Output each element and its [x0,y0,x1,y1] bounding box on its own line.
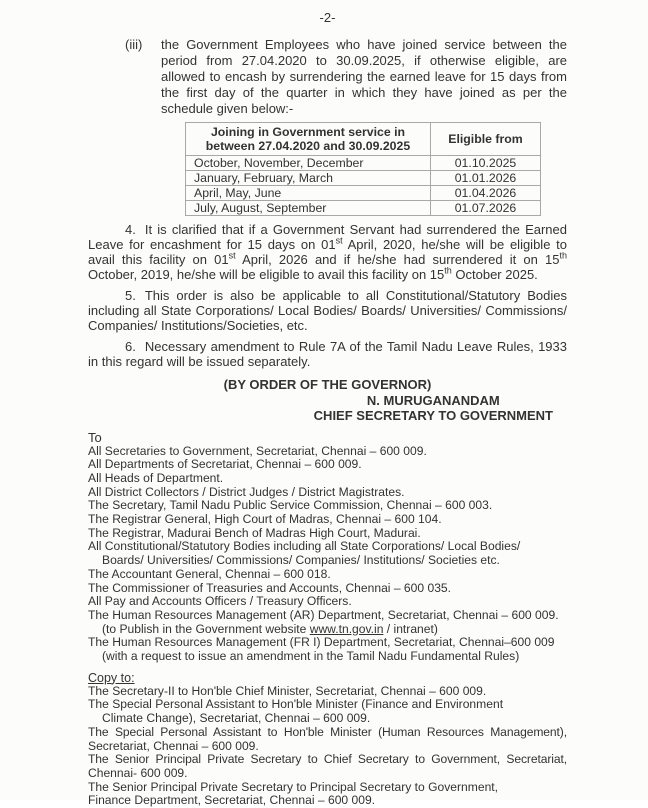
joining-months-cell: January, February, March [186,171,431,186]
text-segment: April, 2020, he/she will be eligible to avail this facility on 01 [88,237,567,267]
schedule-row [186,171,541,186]
text-segment: The Accountant General, Chennai – 600 018. [88,566,331,581]
text-segment: The Senior Principal Private Secretary to Chief Secretary to Government, Secretariat, [88,752,567,767]
recipient-line [88,499,567,513]
clause-iii-text: the Government Employees who have joined service between the period from 27.04.2020 to 30.09.2025, if otherwise eligible, are allowed to encash by surrendering the earned leave for 15 days from the first day of the quarter in which they have joined as per the schedule given below:- [161,37,567,116]
text-segment: Finance Department, Secretariat, Chennai – 600 009. [88,793,376,808]
text-segment: / intranet) [383,621,438,636]
text-segment: The Commissioner of Treasuries and Accounts, Chennai – 600 035. [88,580,452,595]
eligible-date-cell: 01.01.2026 [431,171,541,186]
copy-to-list [88,685,567,808]
copy-line [88,794,567,808]
text-segment: The Senior Principal Private Secretary to Principal Secretary to Government, [88,779,499,794]
copy-line [88,767,567,781]
text-segment: All Departments of Secretariat, Chennai – 600 009. [88,457,362,472]
schedule-row [186,201,541,216]
recipient-line [88,513,567,527]
signature-row [88,394,553,425]
eligible-date-cell: 01.10.2025 [431,156,541,171]
signature-block [314,394,553,423]
text-segment: All Pay and Accounts Officers / Treasury Officers. [88,594,352,609]
joining-months-cell: April, May, June [186,186,431,201]
text-segment: The Registrar General, High Court of Madras, Chennai – 600 104. [88,512,442,527]
text-segment: April, 2026 and if he/she had surrendered it on 15 [235,252,560,267]
text-segment: Chennai- 600 009. [88,765,188,780]
text-segment: Boards/ Universities/ Commissions/ Companies/ Institutions/ Societies etc. [102,553,500,568]
joining-months-cell: July, August, September [186,201,431,216]
schedule-row [186,156,541,171]
paragraph-5 [88,288,567,333]
ordinal-suffix: st [335,235,343,246]
recipient-line [88,650,567,664]
copy-to-label: Copy to: [88,670,135,685]
schedule-col-header: Joining in Government service in between 27.04.2020 and 30.09.2025 [186,123,431,156]
joining-months-cell: October, November, December [186,156,431,171]
text-segment: Climate Change), Secretariat, Chennai – 600 009. [102,711,371,726]
recipient-line [88,568,567,582]
copy-line [88,698,567,712]
ordinal-suffix: th [444,265,452,276]
signatory-name: N. MURUGANANDAM [366,393,500,408]
text-segment: The Special Personal Assistant to Hon'ble Minister (Finance and Environment [88,697,504,712]
clause-iii [125,37,567,117]
text-segment: Necessary amendment to Rule 7A of the Tamil Nadu Leave Rules, 1933 in this regard will be issued separately. [88,339,567,369]
paragraph-4 [88,222,567,282]
text-segment: The Secretary, Tamil Nadu Public Service Commission, Chennai – 600 003. [88,498,493,513]
text-segment: All Secretaries to Government, Secretariat, Chennai – 600 009. [88,443,427,458]
schedule-col-header: Eligible from [431,123,541,156]
text-segment: The Special Personal Assistant to Hon'ble Minister (Human Resources Management), [88,724,567,739]
schedule-row [186,186,541,201]
website-link: www.tn.gov.in [309,621,384,636]
text-segment: It is clarified that if a Government Servant had surrendered the Earned Leave for encashment for 15 days on 01 [88,222,567,252]
copy-line [88,753,567,767]
recipient-line [88,472,567,486]
text-segment: The Registrar, Madurai Bench of Madras High Court, Madurai. [88,525,421,540]
recipient-line [88,540,567,554]
paragraph-number: 4. [125,222,136,237]
text-segment: All District Collectors / District Judges / District Magistrates. [88,484,405,499]
recipient-line [88,527,567,541]
text-segment: All Constitutional/Statutory Bodies including all State Corporations/ Local Bodies/ [88,539,521,554]
text-segment: October 2025. [451,267,538,282]
text-segment: The Secretary-II to Hon'ble Chief Minister, Secretariat, Chennai – 600 009. [88,683,487,698]
text-segment: This order is also be applicable to all Constitutional/Statutory Bodies including all State Corporations/ Local Bodies/ Boards/ Universities/ Commissions/ Companies/ Institutions/Societies, etc. [88,288,567,333]
copy-line [88,740,567,754]
paragraph-6 [88,339,567,369]
text-segment: (to Publish in the Government website [102,621,310,636]
copy-line [88,781,567,795]
recipient-line [88,445,567,459]
copy-line [88,726,567,740]
recipient-line [88,554,567,568]
recipient-line [88,636,567,650]
signatory-designation: CHIEF SECRETARY TO GOVERNMENT [313,407,553,423]
schedule-table [185,122,541,216]
recipients-list [88,445,567,664]
ordinal-suffix: st [228,250,236,261]
copy-line [88,712,567,726]
text-segment: Secretariat, Chennai – 600 009. [88,738,259,753]
page-number: -2- [319,10,336,25]
by-order-line: (BY ORDER OF THE GOVERNOR) [223,377,432,392]
text-segment: October, 2019, he/she will be eligible to avail this facility on 15 [88,267,445,282]
text-segment: (with a request to issue an amendment in the Tamil Nadu Fundamental Rules) [102,649,520,664]
recipient-line [88,595,567,609]
text-segment: The Human Resources Management (FR I) Department, Secretariat, Chennai–600 009 [88,635,555,650]
paragraph-number: 5. [125,288,136,303]
clause-iii-label: (iii) [125,37,143,52]
recipient-line [88,458,567,472]
recipient-line [88,582,567,596]
recipients-label: To [88,429,102,445]
ordinal-suffix: th [559,250,567,261]
recipient-line [88,623,567,637]
eligible-date-cell: 01.04.2026 [431,186,541,201]
eligible-date-cell: 01.07.2026 [431,201,541,216]
paragraph-number: 6. [125,339,136,354]
text-segment: The Human Resources Management (AR) Department, Secretariat, Chennai – 600 009. [88,607,559,622]
recipient-line [88,609,567,623]
text-segment: All Heads of Department. [88,470,224,485]
copy-line [88,685,567,699]
recipient-line [88,486,567,500]
